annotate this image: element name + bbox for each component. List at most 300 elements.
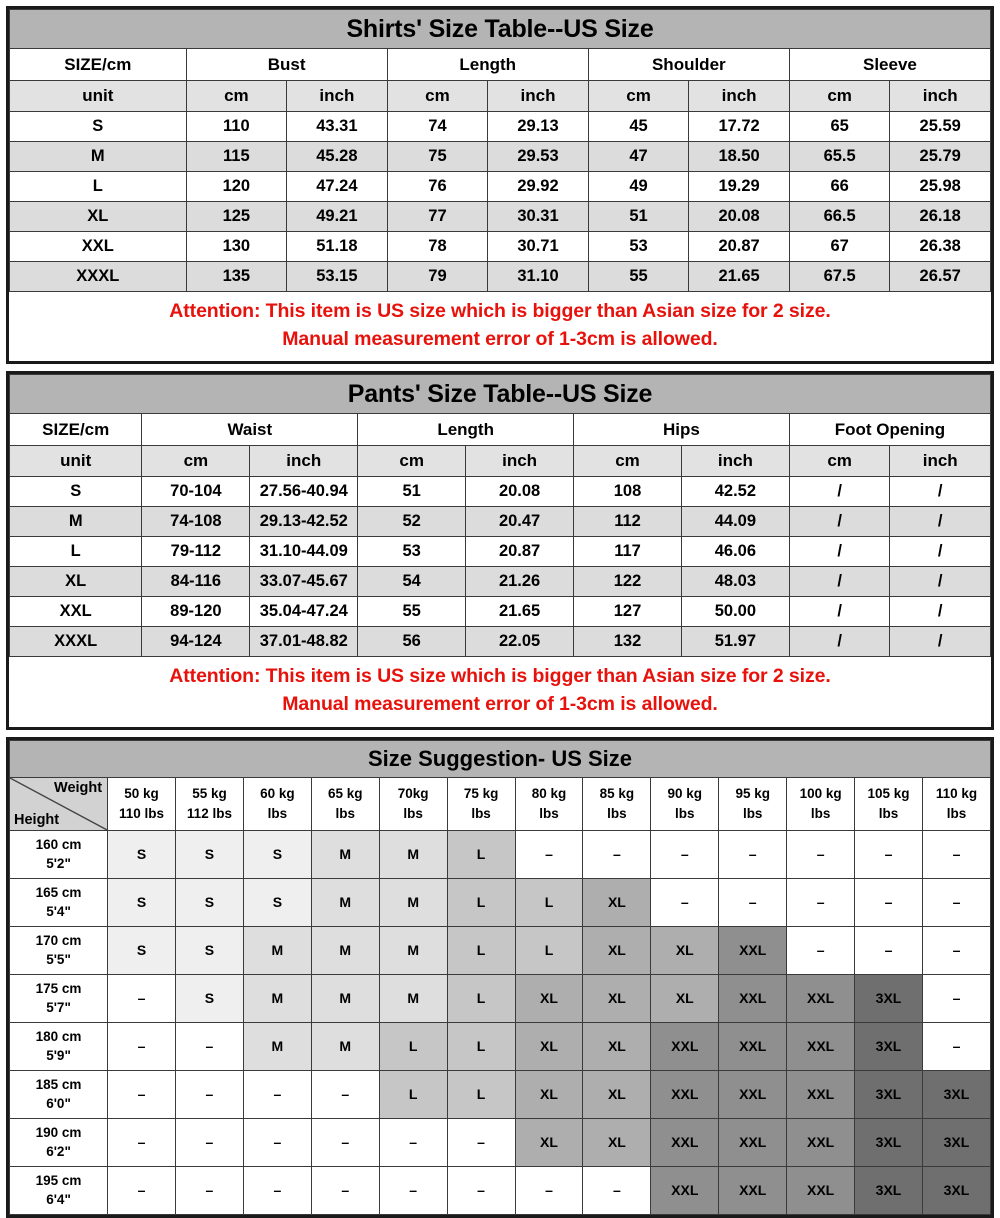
suggestion-cell: – bbox=[176, 1022, 244, 1070]
shirts-cell: 29.53 bbox=[488, 142, 589, 172]
suggestion-cell: – bbox=[447, 1166, 515, 1214]
shirts-unit-cell: inch bbox=[890, 81, 991, 112]
pants-unit-cell: cm bbox=[358, 446, 466, 477]
shirts-group-shoulder: Shoulder bbox=[588, 49, 789, 81]
suggestion-cell: – bbox=[108, 974, 176, 1022]
suggestion-cell: XXL bbox=[787, 974, 855, 1022]
suggestion-cell: XXL bbox=[651, 1118, 719, 1166]
pants-cell: 117 bbox=[574, 537, 682, 567]
suggestion-cell: L bbox=[447, 926, 515, 974]
shirts-cell: 49.21 bbox=[287, 202, 388, 232]
pants-title-row bbox=[10, 375, 991, 414]
height-cm-label: 180 cm bbox=[35, 1029, 82, 1045]
suggestion-cell: 3XL bbox=[922, 1070, 990, 1118]
suggestion-cell: XXL bbox=[787, 1022, 855, 1070]
pants-group-length: Length bbox=[358, 414, 574, 446]
weight-kg-label: 60 kg bbox=[260, 785, 295, 801]
pants-cell: 44.09 bbox=[681, 507, 789, 537]
corner-weight-label: Weight bbox=[54, 779, 103, 796]
table-row bbox=[10, 172, 991, 202]
suggestion-cell: XL bbox=[583, 1022, 651, 1070]
pants-cell: 54 bbox=[358, 567, 466, 597]
pants-cell: 20.08 bbox=[466, 477, 574, 507]
suggestion-cell: S bbox=[108, 926, 176, 974]
shirts-cell: 20.08 bbox=[689, 202, 790, 232]
pants-cell: 33.07-45.67 bbox=[250, 567, 358, 597]
shirts-cell: 130 bbox=[186, 232, 287, 262]
shirts-cell: 26.57 bbox=[890, 262, 991, 292]
suggestion-cell: M bbox=[311, 974, 379, 1022]
pants-title: Pants' Size Table--US Size bbox=[10, 375, 991, 414]
suggestion-weight-header-row bbox=[10, 777, 991, 830]
height-ft-label: 5'7" bbox=[46, 1000, 71, 1016]
height-cm-label: 170 cm bbox=[35, 933, 82, 949]
suggestion-cell: XL bbox=[583, 1070, 651, 1118]
suggestion-cell: – bbox=[311, 1070, 379, 1118]
pants-cell: / bbox=[789, 537, 890, 567]
suggestion-title-row bbox=[10, 740, 991, 777]
size-suggestion-table bbox=[9, 740, 991, 1215]
corner-height-label: Height bbox=[14, 811, 60, 828]
suggestion-cell: XL bbox=[583, 926, 651, 974]
height-cm-label: 160 cm bbox=[35, 837, 82, 853]
pants-group-header-row bbox=[10, 414, 991, 446]
shirts-cell: 115 bbox=[186, 142, 287, 172]
suggestion-cell: M bbox=[311, 1022, 379, 1070]
shirts-cell: 20.87 bbox=[689, 232, 790, 262]
suggestion-row bbox=[10, 1022, 991, 1070]
suggestion-cell: – bbox=[108, 1166, 176, 1214]
shirts-size-label: S bbox=[10, 112, 187, 142]
suggestion-cell: S bbox=[108, 830, 176, 878]
weight-kg-label: 105 kg bbox=[867, 785, 910, 801]
suggestion-cell: XXL bbox=[719, 926, 787, 974]
pants-group-waist: Waist bbox=[142, 414, 358, 446]
height-ft-label: 5'5" bbox=[46, 952, 71, 968]
shirts-group-bust: Bust bbox=[186, 49, 387, 81]
weight-kg-label: 90 kg bbox=[667, 785, 703, 801]
suggestion-cell: – bbox=[651, 830, 719, 878]
pants-cell: / bbox=[789, 507, 890, 537]
suggestion-cell: XL bbox=[583, 974, 651, 1022]
shirts-cell: 47 bbox=[588, 142, 689, 172]
shirts-cell: 26.18 bbox=[890, 202, 991, 232]
height-ft-label: 6'4" bbox=[46, 1192, 71, 1208]
suggestion-cell: S bbox=[176, 926, 244, 974]
pants-unit-cell: cm bbox=[574, 446, 682, 477]
suggestion-cell: – bbox=[719, 830, 787, 878]
weight-lbs-label: 112 lbs bbox=[186, 805, 232, 821]
shirts-cell: 30.71 bbox=[488, 232, 589, 262]
suggestion-cell: L bbox=[515, 878, 583, 926]
shirts-cell: 110 bbox=[186, 112, 287, 142]
shirts-attention-line-1: Attention: This item is US size which is bigger than Asian size for 2 size. bbox=[169, 300, 831, 322]
suggestion-cell: L bbox=[447, 1070, 515, 1118]
suggestion-cell: – bbox=[515, 1166, 583, 1214]
suggestion-cell: XL bbox=[651, 974, 719, 1022]
suggestion-cell: M bbox=[379, 974, 447, 1022]
pants-cell: / bbox=[890, 627, 991, 657]
shirts-cell: 74 bbox=[387, 112, 488, 142]
weight-kg-label: 70kg bbox=[397, 785, 429, 801]
suggestion-cell: S bbox=[108, 878, 176, 926]
shirts-cell: 77 bbox=[387, 202, 488, 232]
pants-cell: 21.26 bbox=[466, 567, 574, 597]
suggestion-cell: – bbox=[855, 830, 923, 878]
shirts-cell: 51 bbox=[588, 202, 689, 232]
suggestion-cell: XL bbox=[651, 926, 719, 974]
pants-group-size: SIZE/cm bbox=[10, 414, 142, 446]
suggestion-cell: XL bbox=[515, 974, 583, 1022]
shirts-cell: 120 bbox=[186, 172, 287, 202]
weight-column-header bbox=[379, 777, 447, 830]
height-row-header bbox=[10, 1166, 108, 1214]
pants-cell: 127 bbox=[574, 597, 682, 627]
pants-cell: 51.97 bbox=[681, 627, 789, 657]
pants-unit-row bbox=[10, 446, 991, 477]
suggestion-cell: XL bbox=[515, 1070, 583, 1118]
shirts-attention-line-2: Manual measurement error of 1-3cm is allowed. bbox=[282, 327, 718, 350]
table-row bbox=[10, 567, 991, 597]
pants-cell: 46.06 bbox=[681, 537, 789, 567]
weight-kg-label: 80 kg bbox=[531, 785, 567, 801]
pants-cell: 50.00 bbox=[681, 597, 789, 627]
height-row-header bbox=[10, 974, 108, 1022]
weight-column-header bbox=[651, 777, 719, 830]
suggestion-cell: – bbox=[311, 1118, 379, 1166]
suggestion-cell: – bbox=[583, 1166, 651, 1214]
weight-column-header bbox=[719, 777, 787, 830]
height-cm-label: 190 cm bbox=[35, 1125, 82, 1141]
weight-lbs-label: lbs bbox=[810, 805, 831, 821]
suggestion-cell: L bbox=[447, 1022, 515, 1070]
shirts-group-length: Length bbox=[387, 49, 588, 81]
pants-group-hips: Hips bbox=[574, 414, 790, 446]
suggestion-cell: XXL bbox=[719, 1166, 787, 1214]
pants-group-foot-opening: Foot Opening bbox=[789, 414, 990, 446]
weight-kg-label: 95 kg bbox=[735, 785, 770, 801]
shirts-cell: 47.24 bbox=[287, 172, 388, 202]
suggestion-cell: XXL bbox=[787, 1070, 855, 1118]
weight-column-header bbox=[787, 777, 855, 830]
suggestion-cell: L bbox=[379, 1022, 447, 1070]
pants-cell: 112 bbox=[574, 507, 682, 537]
height-cm-label: 195 cm bbox=[35, 1173, 82, 1189]
shirts-cell: 25.59 bbox=[890, 112, 991, 142]
weight-column-header bbox=[447, 777, 515, 830]
shirts-cell: 49 bbox=[588, 172, 689, 202]
weight-column-header bbox=[922, 777, 990, 830]
pants-cell: 122 bbox=[574, 567, 682, 597]
shirts-cell: 66 bbox=[789, 172, 890, 202]
shirts-cell: 26.38 bbox=[890, 232, 991, 262]
shirts-cell: 25.98 bbox=[890, 172, 991, 202]
shirts-title-row bbox=[10, 10, 991, 49]
suggestion-cell: XL bbox=[515, 1118, 583, 1166]
weight-lbs-label: lbs bbox=[335, 805, 356, 821]
shirts-cell: 76 bbox=[387, 172, 488, 202]
suggestion-cell: – bbox=[108, 1070, 176, 1118]
suggestion-cell: 3XL bbox=[922, 1118, 990, 1166]
suggestion-cell: L bbox=[447, 974, 515, 1022]
pants-cell: 55 bbox=[358, 597, 466, 627]
suggestion-cell: – bbox=[787, 830, 855, 878]
height-row-header bbox=[10, 1118, 108, 1166]
suggestion-cell: – bbox=[176, 1070, 244, 1118]
shirts-unit-label: unit bbox=[10, 81, 187, 112]
height-row-header bbox=[10, 1070, 108, 1118]
weight-kg-label: 75 kg bbox=[463, 785, 499, 801]
weight-lbs-label: lbs bbox=[403, 805, 423, 821]
shirts-unit-cell: cm bbox=[789, 81, 890, 112]
height-row-header bbox=[10, 830, 108, 878]
suggestion-row bbox=[10, 1166, 991, 1214]
suggestion-cell: – bbox=[787, 926, 855, 974]
suggestion-cell: – bbox=[583, 830, 651, 878]
pants-cell: 35.04-47.24 bbox=[250, 597, 358, 627]
shirts-cell: 18.50 bbox=[689, 142, 790, 172]
weight-column-header bbox=[176, 777, 244, 830]
weight-column-header bbox=[583, 777, 651, 830]
weight-column-header bbox=[515, 777, 583, 830]
weight-lbs-label: lbs bbox=[878, 805, 899, 821]
shirts-cell: 30.31 bbox=[488, 202, 589, 232]
table-row bbox=[10, 112, 991, 142]
pants-cell: / bbox=[890, 537, 991, 567]
suggestion-row bbox=[10, 974, 991, 1022]
shirts-cell: 78 bbox=[387, 232, 488, 262]
suggestion-cell: M bbox=[311, 878, 379, 926]
height-ft-label: 5'9" bbox=[46, 1048, 71, 1064]
suggestion-cell: – bbox=[855, 926, 923, 974]
suggestion-cell: – bbox=[922, 1022, 990, 1070]
shirts-cell: 29.92 bbox=[488, 172, 589, 202]
suggestion-cell: M bbox=[243, 974, 311, 1022]
suggestion-cell: – bbox=[243, 1070, 311, 1118]
shirts-cell: 66.5 bbox=[789, 202, 890, 232]
weight-lbs-label: lbs bbox=[471, 805, 491, 821]
pants-cell: / bbox=[789, 627, 890, 657]
suggestion-cell: L bbox=[447, 830, 515, 878]
weight-lbs-label: lbs bbox=[607, 805, 627, 821]
suggestion-title: Size Suggestion- US Size bbox=[10, 740, 991, 777]
suggestion-row bbox=[10, 878, 991, 926]
shirts-unit-cell: inch bbox=[488, 81, 589, 112]
pants-cell: / bbox=[890, 597, 991, 627]
suggestion-cell: M bbox=[379, 878, 447, 926]
pants-cell: 132 bbox=[574, 627, 682, 657]
shirts-cell: 45 bbox=[588, 112, 689, 142]
suggestion-cell: L bbox=[379, 1070, 447, 1118]
suggestion-cell: M bbox=[379, 830, 447, 878]
pants-cell: 56 bbox=[358, 627, 466, 657]
shirts-size-label: XXXL bbox=[10, 262, 187, 292]
pants-cell: 51 bbox=[358, 477, 466, 507]
shirts-title: Shirts' Size Table--US Size bbox=[10, 10, 991, 49]
suggestion-cell: – bbox=[108, 1022, 176, 1070]
weight-kg-label: 50 kg bbox=[124, 785, 159, 801]
suggestion-cell: – bbox=[243, 1166, 311, 1214]
pants-cell: 21.65 bbox=[466, 597, 574, 627]
weight-lbs-label: lbs bbox=[675, 805, 695, 821]
weight-kg-label: 65 kg bbox=[328, 785, 363, 801]
suggestion-cell: – bbox=[379, 1118, 447, 1166]
suggestion-cell: M bbox=[311, 830, 379, 878]
pants-size-label: XL bbox=[10, 567, 142, 597]
shirts-cell: 79 bbox=[387, 262, 488, 292]
suggestion-cell: – bbox=[311, 1166, 379, 1214]
shirts-cell: 21.65 bbox=[689, 262, 790, 292]
pants-unit-cell: inch bbox=[466, 446, 574, 477]
weight-lbs-label: lbs bbox=[946, 805, 967, 821]
table-row bbox=[10, 537, 991, 567]
suggestion-cell: – bbox=[922, 926, 990, 974]
suggestion-cell: – bbox=[787, 878, 855, 926]
suggestion-cell: XXL bbox=[651, 1022, 719, 1070]
weight-kg-label: 100 kg bbox=[799, 785, 842, 801]
weight-kg-label: 110 kg bbox=[935, 785, 978, 801]
pants-cell: 94-124 bbox=[142, 627, 250, 657]
shirts-size-label: L bbox=[10, 172, 187, 202]
suggestion-cell: M bbox=[243, 926, 311, 974]
suggestion-cell: S bbox=[176, 974, 244, 1022]
suggestion-cell: M bbox=[379, 926, 447, 974]
pants-cell: 37.01-48.82 bbox=[250, 627, 358, 657]
suggestion-cell: – bbox=[447, 1118, 515, 1166]
table-row bbox=[10, 597, 991, 627]
pants-cell: 27.56-40.94 bbox=[250, 477, 358, 507]
suggestion-row bbox=[10, 1070, 991, 1118]
shirts-size-panel bbox=[6, 6, 994, 364]
weight-lbs-label: lbs bbox=[539, 805, 559, 821]
table-row bbox=[10, 142, 991, 172]
shirts-cell: 55 bbox=[588, 262, 689, 292]
suggestion-cell: – bbox=[922, 830, 990, 878]
shirts-unit-cell: cm bbox=[588, 81, 689, 112]
suggestion-cell: 3XL bbox=[855, 1118, 923, 1166]
shirts-cell: 53 bbox=[588, 232, 689, 262]
size-suggestion-panel bbox=[6, 737, 994, 1218]
weight-column-header bbox=[108, 777, 176, 830]
suggestion-cell: – bbox=[922, 974, 990, 1022]
table-row bbox=[10, 232, 991, 262]
suggestion-cell: S bbox=[243, 878, 311, 926]
shirts-unit-cell: inch bbox=[689, 81, 790, 112]
pants-cell: / bbox=[890, 507, 991, 537]
height-cm-label: 175 cm bbox=[35, 981, 82, 997]
shirts-cell: 31.10 bbox=[488, 262, 589, 292]
pants-unit-cell: inch bbox=[250, 446, 358, 477]
shirts-unit-cell: cm bbox=[186, 81, 287, 112]
shirts-attention-note bbox=[9, 292, 991, 361]
pants-size-label: L bbox=[10, 537, 142, 567]
table-row bbox=[10, 477, 991, 507]
pants-unit-cell: cm bbox=[789, 446, 890, 477]
suggestion-cell: XL bbox=[583, 1118, 651, 1166]
shirts-cell: 65.5 bbox=[789, 142, 890, 172]
suggestion-cell: XL bbox=[515, 1022, 583, 1070]
pants-size-label: XXL bbox=[10, 597, 142, 627]
pants-cell: 108 bbox=[574, 477, 682, 507]
pants-cell: 74-108 bbox=[142, 507, 250, 537]
shirts-group-size: SIZE/cm bbox=[10, 49, 187, 81]
weight-column-header bbox=[311, 777, 379, 830]
pants-unit-cell: cm bbox=[142, 446, 250, 477]
shirts-cell: 29.13 bbox=[488, 112, 589, 142]
shirts-cell: 19.29 bbox=[689, 172, 790, 202]
suggestion-cell: XXL bbox=[787, 1166, 855, 1214]
weight-height-corner-cell bbox=[10, 777, 108, 830]
suggestion-cell: M bbox=[311, 926, 379, 974]
suggestion-cell: XXL bbox=[719, 1022, 787, 1070]
shirts-cell: 53.15 bbox=[287, 262, 388, 292]
suggestion-cell: L bbox=[447, 878, 515, 926]
table-row bbox=[10, 202, 991, 232]
suggestion-cell: S bbox=[243, 830, 311, 878]
suggestion-cell: XXL bbox=[651, 1070, 719, 1118]
suggestion-cell: – bbox=[515, 830, 583, 878]
pants-cell: 89-120 bbox=[142, 597, 250, 627]
pants-cell: 48.03 bbox=[681, 567, 789, 597]
weight-column-header bbox=[855, 777, 923, 830]
suggestion-cell: – bbox=[719, 878, 787, 926]
shirts-unit-row bbox=[10, 81, 991, 112]
height-ft-label: 5'2" bbox=[46, 856, 71, 872]
pants-cell: 22.05 bbox=[466, 627, 574, 657]
shirts-unit-cell: cm bbox=[387, 81, 488, 112]
height-cm-label: 185 cm bbox=[35, 1077, 82, 1093]
pants-cell: 31.10-44.09 bbox=[250, 537, 358, 567]
shirts-cell: 67 bbox=[789, 232, 890, 262]
height-row-header bbox=[10, 926, 108, 974]
pants-unit-label: unit bbox=[10, 446, 142, 477]
shirts-cell: 65 bbox=[789, 112, 890, 142]
shirts-size-label: XXL bbox=[10, 232, 187, 262]
shirts-cell: 17.72 bbox=[689, 112, 790, 142]
pants-cell: / bbox=[890, 567, 991, 597]
suggestion-cell: – bbox=[855, 878, 923, 926]
pants-attention-line-1: Attention: This item is US size which is bigger than Asian size for 2 size. bbox=[169, 665, 831, 688]
suggestion-cell: 3XL bbox=[922, 1166, 990, 1214]
shirts-size-label: XL bbox=[10, 202, 187, 232]
pants-size-label: S bbox=[10, 477, 142, 507]
suggestion-cell: 3XL bbox=[855, 1022, 923, 1070]
suggestion-cell: – bbox=[379, 1166, 447, 1214]
pants-cell: 70-104 bbox=[142, 477, 250, 507]
pants-cell: / bbox=[789, 597, 890, 627]
suggestion-cell: S bbox=[176, 830, 244, 878]
shirts-size-label: M bbox=[10, 142, 187, 172]
shirts-cell: 25.79 bbox=[890, 142, 991, 172]
height-ft-label: 6'0" bbox=[46, 1096, 71, 1112]
weight-lbs-label: 110 lbs bbox=[119, 805, 165, 821]
shirts-cell: 75 bbox=[387, 142, 488, 172]
shirts-cell: 45.28 bbox=[287, 142, 388, 172]
pants-cell: 53 bbox=[358, 537, 466, 567]
pants-size-label: XXXL bbox=[10, 627, 142, 657]
suggestion-cell: 3XL bbox=[855, 1166, 923, 1214]
pants-attention-line-2: Manual measurement error of 1-3cm is allowed. bbox=[282, 693, 718, 716]
suggestion-row bbox=[10, 926, 991, 974]
table-row bbox=[10, 507, 991, 537]
shirts-cell: 125 bbox=[186, 202, 287, 232]
suggestion-cell: XXL bbox=[719, 1070, 787, 1118]
pants-cell: 29.13-42.52 bbox=[250, 507, 358, 537]
pants-size-panel bbox=[6, 371, 994, 729]
pants-attention-note bbox=[9, 657, 991, 726]
pants-cell: 20.87 bbox=[466, 537, 574, 567]
pants-cell: / bbox=[890, 477, 991, 507]
